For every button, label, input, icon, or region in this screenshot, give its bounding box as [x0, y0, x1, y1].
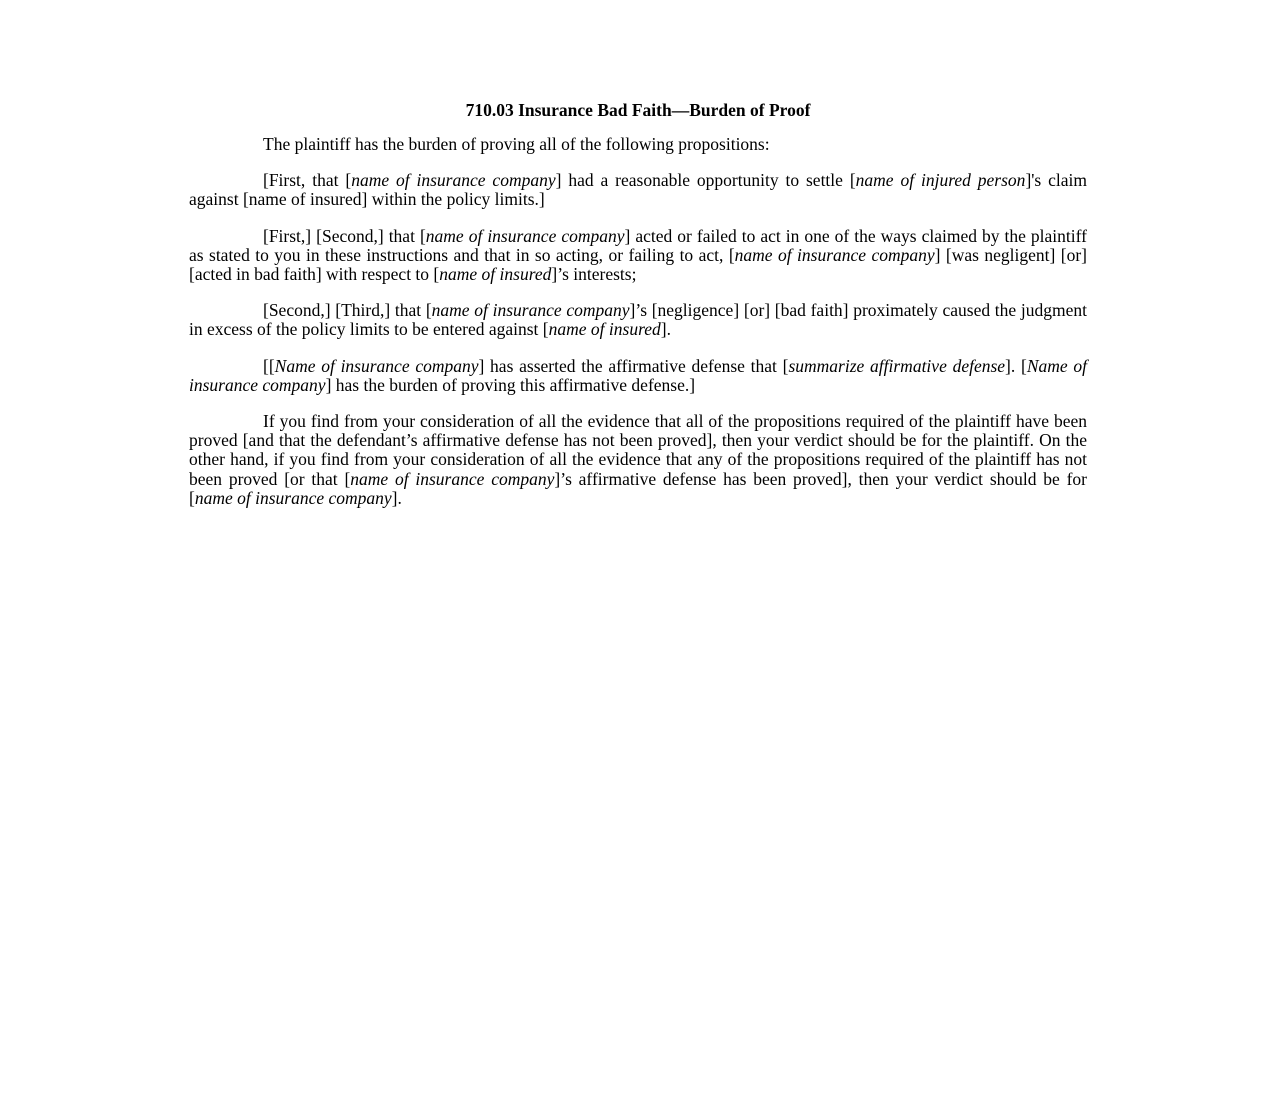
- paragraph-text: ] acted or failed to act in one of the ways claimed by the plaintiff as stated to you in these instructions and that in so acting, or failing to act, [: [189, 225, 1087, 265]
- placeholder-text: name of insurance company: [351, 170, 556, 191]
- paragraph-text: ].: [391, 487, 402, 508]
- paragraph-text: ]’s [negligence] [or] [bad faith] proximately caused the judgment in excess of the policy limits to be entered against [: [189, 300, 1087, 340]
- placeholder-text: name of insurance company: [431, 300, 630, 321]
- paragraph: [189, 171, 1087, 209]
- paragraph-text: [First, that [: [263, 170, 352, 191]
- placeholder-text: Name of insurance company: [189, 355, 1087, 395]
- paragraph-text: ]’s affirmative defense has been proved], then your verdict should be for [: [189, 468, 1087, 508]
- placeholder-text: name of insured: [439, 264, 552, 285]
- placeholder-text: summarize affirmative defense: [788, 355, 1006, 376]
- paragraph-text: ] [was negligent] [or] [acted in bad faith] with respect to [: [189, 244, 1087, 285]
- paragraph: [189, 357, 1087, 395]
- paragraph-text: [[: [263, 355, 275, 376]
- paragraph: [189, 227, 1087, 285]
- paragraph: [189, 412, 1087, 508]
- document-page: [189, 99, 1087, 525]
- paragraph-text: ]'s claim against [name of insured] within the policy limits.]: [189, 170, 1088, 210]
- placeholder-text: name of insurance company: [350, 468, 555, 489]
- placeholder-text: name of insurance company: [425, 225, 625, 246]
- paragraph-text: ] had a reasonable opportunity to settle [: [555, 170, 856, 191]
- placeholder-text: name of insurance company: [194, 487, 392, 508]
- paragraph-text: [First,] [Second,] that [: [263, 225, 426, 246]
- document-body: [189, 135, 1087, 508]
- paragraph-text: ]. [: [1005, 355, 1027, 376]
- paragraph-text: ].: [660, 319, 671, 340]
- paragraph: [189, 135, 1087, 154]
- placeholder-text: Name of insurance company: [274, 355, 479, 376]
- paragraph-text: ]’s interests;: [551, 264, 637, 285]
- paragraph: [189, 301, 1087, 339]
- document-title: 710.03 Insurance Bad Faith—Burden of Proof: [465, 100, 811, 120]
- paragraph-text: ] has the burden of proving this affirmative defense.]: [325, 374, 696, 395]
- paragraph-text: ] has asserted the affirmative defense that [: [478, 355, 789, 376]
- placeholder-text: name of injured person: [855, 170, 1026, 191]
- paragraph-text: [Second,] [Third,] that [: [263, 300, 432, 321]
- paragraph-text: The plaintiff has the burden of proving all of the following propositions:: [263, 134, 770, 154]
- paragraph-text: If you find from your consideration of all the evidence that all of the propositions required of the plaintiff have been proved [and that the defendant’s affirmative defense has not been proved], then your verdict should be for the plaintiff. On the other hand, if you find from your consideration of all the evidence that any of the propositions required of the plaintiff has not been proved [or that [: [189, 411, 1087, 489]
- placeholder-text: name of insurance company: [734, 244, 935, 265]
- placeholder-text: name of insured: [548, 319, 661, 340]
